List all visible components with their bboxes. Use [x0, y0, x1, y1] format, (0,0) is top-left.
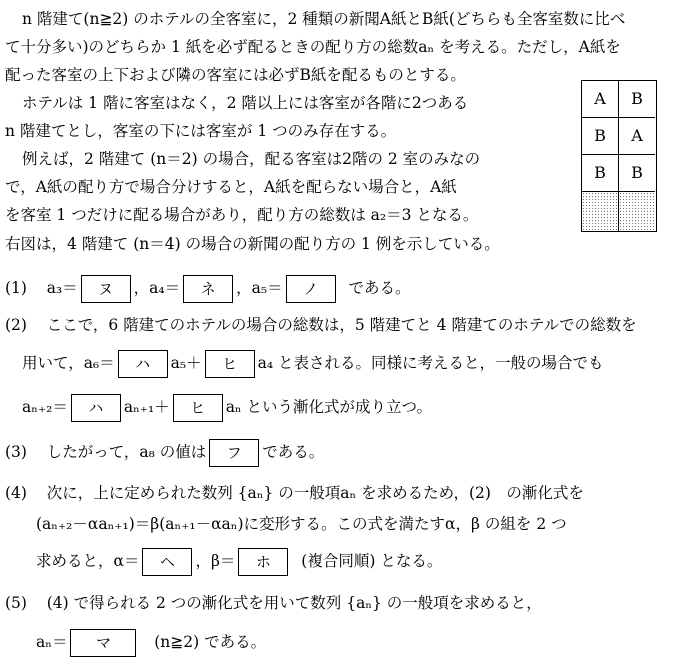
question-4-line-1	[5, 482, 584, 504]
q4-beta-label: ，β＝	[195, 552, 236, 570]
question-2-line-1	[5, 314, 637, 336]
intro-line-1: n 階建て(n≧2) のホテルの全客室に，2 種類の新聞A紙とB紙(どちらも全客室数に比べ	[22, 10, 626, 28]
question-4-line-2: (aₙ₊₂－αaₙ₊₁)＝β(aₙ₊₁－αaₙ)に変形する。この式を満たすα，β の組を 2 つ	[36, 515, 567, 533]
q5-text-2: (n≧2) である。	[154, 633, 267, 651]
answer-box-ha-2[interactable]: ハ	[71, 394, 121, 422]
q2-number: (2)	[5, 316, 27, 334]
q3-text-pre: したがって，a₈ の値は	[46, 443, 207, 461]
q2-text-3: aₙ という漸化式が成り立つ。	[225, 398, 432, 416]
question-4-line-3	[36, 546, 442, 576]
question-5-line-1	[5, 592, 542, 614]
cell-ground-left	[582, 192, 619, 231]
answer-box-ha-1[interactable]: ハ	[118, 350, 168, 378]
cell-ground-right	[619, 192, 655, 231]
q4-number: (4)	[5, 484, 27, 502]
intro-line-5: n 階建てとし，客室の下には客室が 1 つのみ存在する。	[5, 122, 397, 140]
answer-box-nu[interactable]: ヌ	[81, 275, 131, 303]
question-5-line-2	[36, 627, 266, 657]
answer-box-hi-1[interactable]: ヒ	[205, 350, 255, 378]
intro-line-8: を客室 1 つだけに配る場合があり，配り方の総数は a₂＝3 となる。	[5, 206, 479, 224]
intro-line-9: 右図は，4 階建て (n＝4) の場合の新聞の配り方の 1 例を示している。	[5, 235, 500, 253]
q1-number: (1)	[5, 279, 27, 297]
q1-a5-label: ，a₅＝	[236, 279, 283, 297]
answer-box-ma[interactable]: マ	[70, 629, 136, 657]
intro-line-4: ホテルは 1 階に客室はなく，2 階以上には客室が各階に2つある	[22, 94, 469, 112]
intro-line-3: 配った客室の上下および隣の客室には必ずB紙を配るものとする。	[5, 66, 466, 84]
hotel-figure	[581, 80, 657, 232]
q2-text-2: a₄ と表される。同様に考えると，一般の場合でも	[257, 354, 604, 372]
answer-box-no[interactable]: ノ	[286, 275, 336, 303]
question-2-line-3	[22, 392, 432, 422]
answer-box-fu[interactable]: フ	[209, 439, 259, 467]
q2-recurrence-label: aₙ₊₂＝	[22, 398, 68, 416]
cell-3f-left: A	[582, 81, 619, 118]
q1-a3-label: a₃＝	[46, 279, 78, 297]
cell-2f-left: B	[582, 118, 619, 155]
question-1	[5, 273, 410, 303]
q2-text-1: ここで，6 階建てのホテルの場合の総数は，5 階建てと 4 階建てのホテルでの総数を	[46, 316, 637, 334]
q2-a6-label: 用いて，a₆＝	[22, 354, 115, 372]
q2-an1-term: aₙ₊₁＋	[123, 398, 170, 416]
q1-tail: である。	[348, 279, 411, 297]
cell-3f-right: B	[619, 81, 655, 118]
cell-2f-right: A	[619, 118, 655, 155]
q5-number: (5)	[5, 594, 27, 612]
answer-box-ho[interactable]: ホ	[238, 548, 288, 576]
answer-box-ne[interactable]: ネ	[183, 275, 233, 303]
q1-a4-label: ，a₄＝	[133, 279, 181, 297]
q4-alpha-label: 求めると，α＝	[36, 552, 140, 570]
cell-1f-right: B	[619, 155, 655, 192]
intro-line-2: て十分多い)のどちらか 1 紙を必ず配るときの配り方の総数aₙ を考える。ただし，A紙を	[5, 38, 621, 56]
q4-text-1: 次に，上に定められた数列 {aₙ} の一般項aₙ を求めるため，(2) の漸化式を	[46, 484, 584, 502]
q5-an-label: aₙ＝	[36, 633, 68, 651]
q3-text-post: である。	[262, 443, 325, 461]
q2-a5-term: a₅＋	[170, 354, 202, 372]
cell-1f-left: B	[582, 155, 619, 192]
intro-line-6: 例えば，2 階建て (n＝2) の場合，配る客室は2階の 2 室のみなの	[22, 150, 481, 168]
q4-text-3: (複合同順) となる。	[301, 552, 443, 570]
question-2-line-2	[22, 348, 604, 378]
question-3	[5, 437, 324, 467]
q3-number: (3)	[5, 443, 27, 461]
intro-line-7: で，A紙の配り方で場合分けすると，A紙を配らない場合と，A紙	[5, 178, 457, 196]
answer-box-he[interactable]: ヘ	[142, 548, 192, 576]
answer-box-hi-2[interactable]: ヒ	[173, 394, 223, 422]
q5-text-1: (4) で得られる 2 つの漸化式を用いて数列 {aₙ} の一般項を求めると，	[46, 594, 542, 612]
